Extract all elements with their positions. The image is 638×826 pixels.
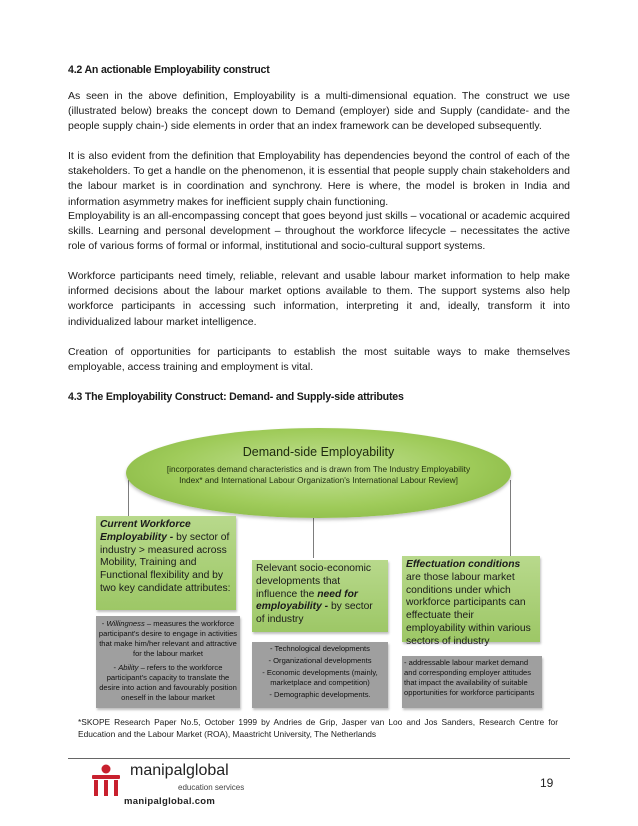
brand-tagline: education services [178,783,245,792]
ability-text: – refers to the workforce participant's capacity to translate the desire into action and favourably position oneself in the labour market [99,663,237,702]
socio-economic-developments-box [252,560,388,632]
developments-item: - Demographic developments. [269,690,371,699]
developments-item: - Organizational developments [268,656,372,665]
manipal-logo-icon [86,764,126,798]
website-link[interactable]: manipalglobal.com [124,796,216,807]
paragraph-1: As seen in the above definition, Employability is a multi-dimensional equation. The construct we use (illustrated below) breaks the concept down to Demand (employer) side and Supply (candidate- and the people supply chain-) side elements in order that an index framework can be developed subsequently. [68,90,570,133]
ability-item: - Ability – refers to the workforce participant's capacity to translate the desire into action and favourably position oneself in the labour market [99,663,237,702]
effectuation-conditions-text: are those labour market conditions under which workforce participants can effectuate their employability within various sectors of industry [406,571,531,647]
willingness-item: - Willingness – measures the workforce participant's desire to engage in activities that make him/her relevant and attractive for the labour market [98,619,238,658]
developments-item: - Economic developments (mainly, marketplace and competition) [262,668,378,687]
current-workforce-text: by sector of industry > measured across Mobility, Training and Functional flexibility and by two key candidate attributes: [100,531,231,594]
oval-subtitle: [incorporates demand characteristics and is drawn from The Industry Employability Index* and International Labour Organization's International Labour Review] [166,464,471,485]
willingness-term: Willingness [106,619,145,628]
paragraph-2: It is also evident from the definition that Employability has dependencies beyond the control of each of the stakeholders. To get a handle on the phenomenon, it is essential that people supply chain stakeholders and the labour market is in coordination and synchrony. Here is where, the model is broken in India and information asymmetry makes for inefficient supply chain functioning. [68,150,570,208]
footnote: *SKOPE Research Paper No.5, October 1999 by Andries de Grip, Jasper van Loo and Jos Sanders, Research Centre for Education and the Labour Market (ROA), Maastricht University, The Netherlands [78,717,558,739]
brand-name: manipalglobal [130,762,229,779]
socio-economic-text-before: Relevant socio-economic developments that influence the [256,563,372,600]
oval-title: Demand-side Employability [242,445,395,459]
candidate-attributes-box [96,616,240,708]
effectuation-conditions-term: Effectuation conditions [406,559,521,570]
socio-economic-text-after: by sector of industry [256,601,373,626]
current-workforce-employability-box [96,516,236,610]
developments-item: - Technological developments [270,644,370,653]
developments-list-box [252,642,388,708]
current-workforce-term: Current Workforce Employability - [100,519,191,543]
connector-mid [313,518,314,558]
ability-term: Ability [118,663,139,672]
paragraph-3: Employability is an all-encompassing concept that goes beyond just skills – vocational or academic acquired skills. Learning and personal development – throughout the workforce lifecycle – necessitates the active role of various forms of formal or informal, institutional and socio-cultural support systems. [68,210,570,253]
demand-side-oval [126,428,511,518]
paragraph-4: Workforce participants need timely, reliable, relevant and usable labour market information to help make informed decisions about the labour market options available to them. The support systems also help workforce participants in accessing such information, interpreting it and, ideally, transform it into individualized labour market intelligence. [68,270,570,328]
section-heading-4-3: 4.3 The Employability Construct: Demand- and Supply-side attributes [68,391,404,403]
connector-right [510,480,511,556]
section-heading-4-2: 4.2 An actionable Employability construct [68,64,270,76]
willingness-text: – measures the workforce participant's desire to engage in activities that make him/her relevant and attractive for the labour market [98,619,238,658]
page-number: 19 [540,776,554,790]
effectuation-conditions-box [402,556,540,647]
footer-divider [68,758,570,759]
connector-left [128,480,129,520]
labour-demand-box [402,656,542,708]
labour-demand-item: - addressable labour market demand and corresponding employer attitudes that impact the availability of suitable opportunities for workforce participants [404,658,535,697]
employability-construct-diagram [78,420,560,710]
paragraph-5: Creation of opportunities for participants to establish the most suitable ways to make themselves employable, access training and employment is vital. [68,346,570,374]
need-for-employability-term: need for employability - [256,588,358,613]
